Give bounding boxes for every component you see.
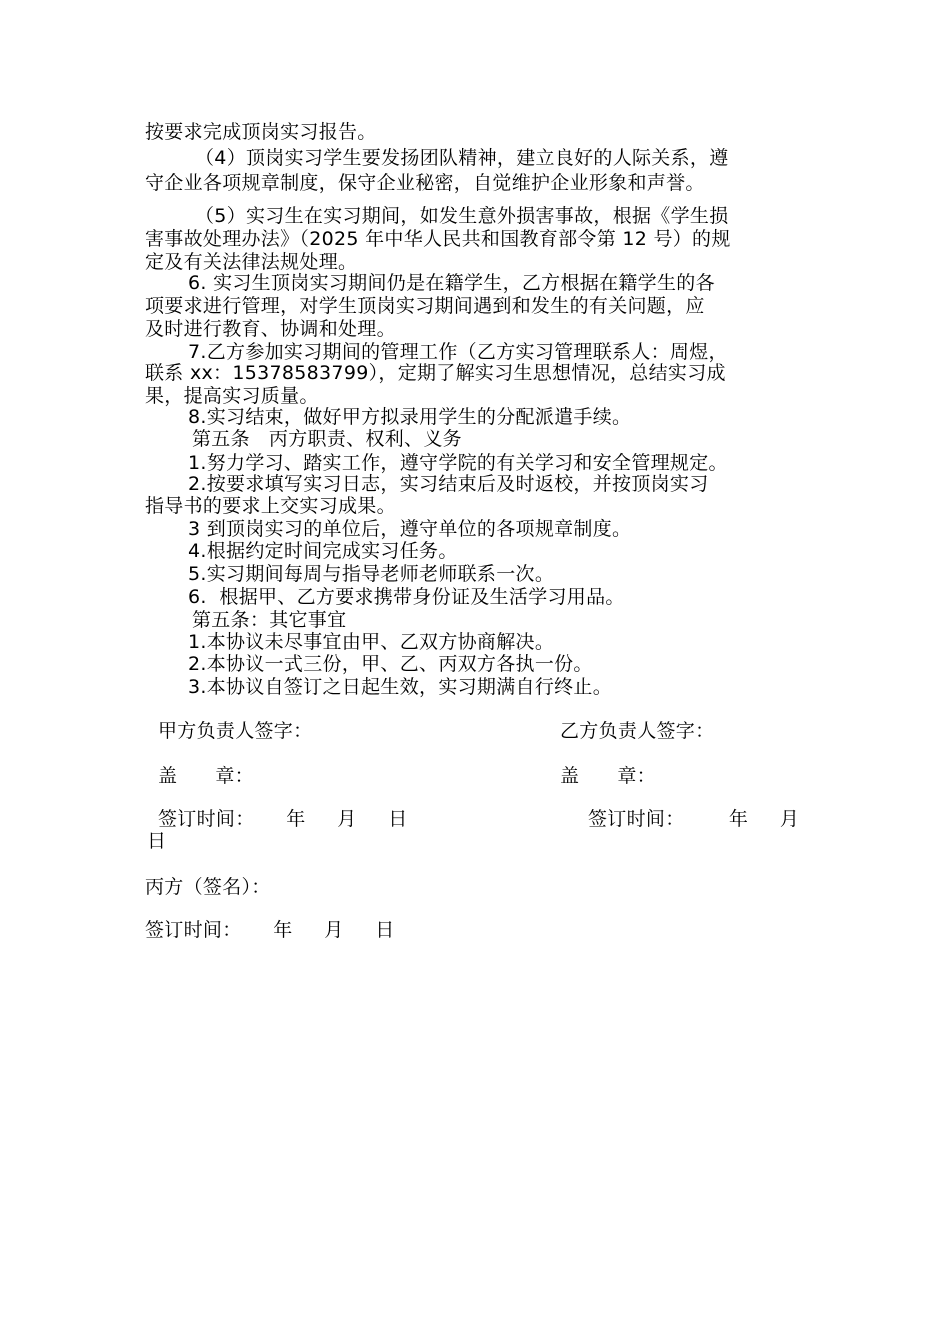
party-c-signature-label: 丙方（签名）： xyxy=(145,876,271,898)
paragraph-line: 2.按要求填写实习日志，实习结束后及时返校，并按顶岗实习 xyxy=(188,473,709,495)
paragraph-line: 按要求完成顶岗实习报告。 xyxy=(145,121,377,143)
paragraph-line: 联系 xx：15378583799），定期了解实习生思想情况，总结实习成 xyxy=(145,362,726,384)
paragraph-line: 6. 根据甲、乙方要求携带身份证及生活学习用品。 xyxy=(188,586,625,608)
paragraph-line: 1.本协议未尽事宜由甲、乙双方协商解决。 xyxy=(188,631,555,653)
paragraph-line: 2.本协议一式三份，甲、乙、丙双方各执一份。 xyxy=(188,653,593,675)
party-b-date-label: 签订时间： 年 月 xyxy=(588,808,800,830)
paragraph-line: 6. 实习生顶岗实习期间仍是在籍学生，乙方根据在籍学生的各 xyxy=(188,272,715,294)
paragraph-line: 4.根据约定时间完成实习任务。 xyxy=(188,540,458,562)
paragraph-line: 指导书的要求上交实习成果。 xyxy=(145,495,396,517)
party-a-seal-label: 盖 章： xyxy=(158,765,254,787)
paragraph-line: 果，提高实习质量。 xyxy=(145,385,319,407)
paragraph-line: （4）顶岗实习学生要发扬团队精神，建立良好的人际关系，遵 xyxy=(195,147,729,169)
section-heading: 第五条：其它事宜 xyxy=(192,609,347,631)
party-b-signature-label: 乙方负责人签字： xyxy=(560,720,715,742)
party-c-date-label: 签订时间： 年 月 日 xyxy=(145,919,395,941)
paragraph-line: （5）实习生在实习期间，如发生意外损害事故，根据《学生损 xyxy=(195,205,729,227)
party-b-seal-label: 盖 章： xyxy=(560,765,656,787)
paragraph-line: 8.实习结束，做好甲方拟录用学生的分配派遣手续。 xyxy=(188,406,632,428)
paragraph-line: 项要求进行管理，对学生顶岗实习期间遇到和发生的有关问题，应 xyxy=(145,295,705,317)
paragraph-line: 5.实习期间每周与指导老师老师联系一次。 xyxy=(188,563,555,585)
paragraph-line: 3 到顶岗实习的单位后，遵守单位的各项规章制度。 xyxy=(188,518,632,540)
paragraph-line: 7.乙方参加实习期间的管理工作（乙方实习管理联系人：周煜， xyxy=(188,341,728,363)
section-heading: 第五条 丙方职责、权利、义务 xyxy=(192,428,462,450)
paragraph-line: 守企业各项规章制度，保守企业秘密，自觉维护企业形象和声誉。 xyxy=(145,172,705,194)
paragraph-line: 及时进行教育、协调和处理。 xyxy=(145,318,396,340)
paragraph-line: 3.本协议自签订之日起生效，实习期满自行终止。 xyxy=(188,676,613,698)
paragraph-line: 害事故处理办法》（2025 年中华人民共和国教育部令第 12 号）的规 xyxy=(145,228,731,250)
party-b-date-day: 日 xyxy=(147,830,167,852)
party-a-signature-label: 甲方负责人签字： xyxy=(158,720,313,742)
paragraph-line: 定及有关法律法规处理。 xyxy=(145,251,358,273)
paragraph-line: 1.努力学习、踏实工作，遵守学院的有关学习和安全管理规定。 xyxy=(188,452,728,474)
party-a-date-label: 签订时间： 年 月 日 xyxy=(158,808,408,830)
